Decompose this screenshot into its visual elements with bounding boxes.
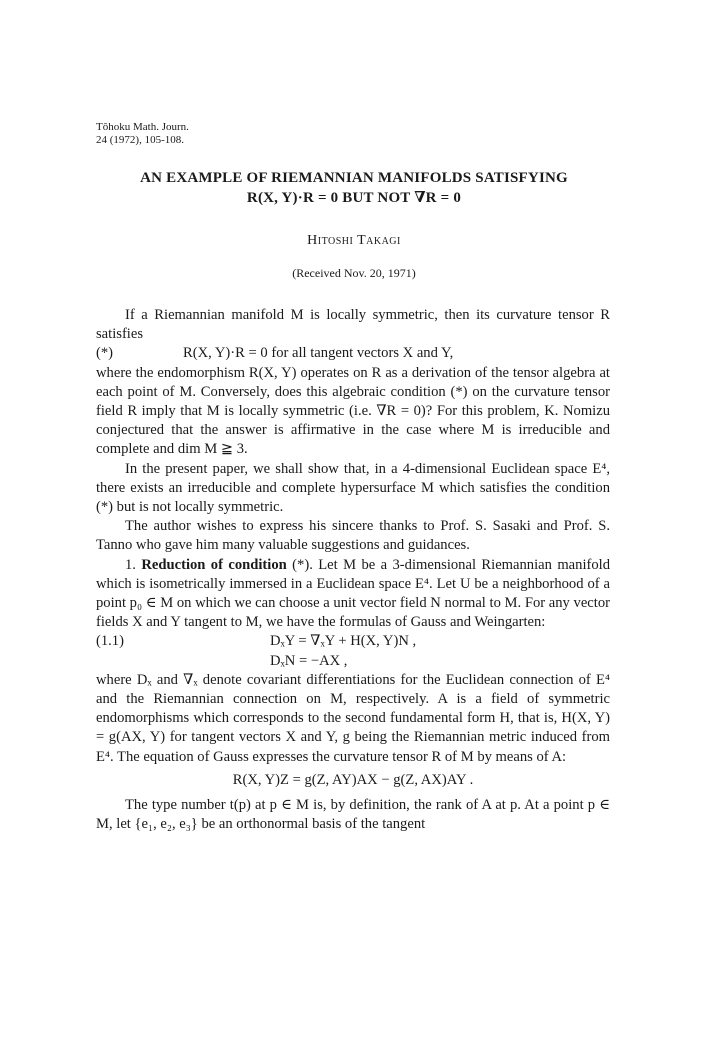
paragraph-conjecture: where the endomorphism R(X, Y) operates on R as a derivation of the tensor algebra at each point of M. Conversely, does this algebraic condition (*) on the curvature tensor field R imply that M is locally symmetric (i.e. ∇R = 0)? For this problem, K. Nomizu conjectured that the answer is affirmative in the case where M is irreducible and complete and dim M ≧ 3.	[96, 364, 610, 458]
paper-title	[96, 168, 612, 208]
paragraph-type-number: The type number t(p) at p ∈ M is, by definition, the rank of A at p. At a point p ∈ M, let {e₁, e₂, e₃} be an orthonormal basis of the tangent	[96, 797, 610, 833]
received-date: (Received Nov. 20, 1971)	[292, 266, 416, 280]
equation-1-1-second-row	[96, 652, 610, 671]
journal-name: Tôhoku Math. Journ.	[96, 121, 189, 133]
equation-1-1	[96, 632, 610, 651]
equation-gauss: R(X, Y)Z = g(Z, AY)AX − g(Z, AX)AY .	[232, 771, 474, 788]
paragraph-result: In the present paper, we shall show that, in a 4-dimensional Euclidean space E⁴, there exists an irreducible and complete hypersurface M which satisfies the condition (*) but is not locally symmetric.	[96, 460, 610, 516]
title-line-2: R(X, Y)·R = 0 BUT NOT ∇R = 0	[246, 190, 462, 206]
equation-star	[96, 344, 610, 363]
equation-star-text: R(X, Y)·R = 0 for all tangent vectors X and Y,	[183, 345, 454, 362]
equation-1-1-line-1: DₓY = ∇ₓY + H(X, Y)N ,	[270, 633, 417, 650]
paragraph-acknowledgement: The author wishes to express his sincere thanks to Prof. S. Sasaki and Prof. S. Tanno who gave him many valuable suggestions and guidances.	[96, 518, 610, 554]
title-line-1: AN EXAMPLE OF RIEMANNIAN MANIFOLDS SATISFYING	[140, 170, 568, 186]
paragraph-connections: where Dₓ and ∇ₓ denote covariant differentiations for the Euclidean connection of E⁴ and the Riemannian connection on M, respectively. A is a field of symmetric endomorphisms which corresponds to the second fundamental form H, that is, H(X, Y) = g(AX, Y) for tangent vectors X and Y, g being the Riemannian metric induced from E⁴. The equation of Gauss expresses the curvature tensor R of M by means of A:	[96, 671, 610, 765]
equation-1-1-label: (1.1)	[96, 633, 124, 650]
section-1-text: Let M be a 3-dimensional Riemannian manifold which is isometrically immersed in a Euclidean space E⁴. Let U be a neighborhood of a point p₀ ∈ M on which we can choose a unit vector field N normal to M. For any vector fields X and Y tangent to M, we have the formulas of Gauss and Weingarten:	[96, 556, 611, 631]
paragraph-intro: If a Riemannian manifold M is locally symmetric, then its curvature tensor R satisfies	[96, 307, 610, 343]
paragraph-section-1	[96, 556, 610, 633]
section-1-title: Reduction of condition	[141, 556, 287, 573]
equation-star-label: (*)	[96, 345, 114, 362]
section-1-title-tail: (*).	[292, 556, 313, 573]
journal-volume-pages: 24 (1972), 105-108.	[96, 134, 184, 146]
equation-1-1-line-2: DₓN = −AX ,	[270, 652, 348, 669]
paper-body	[96, 306, 610, 834]
journal-citation	[96, 121, 189, 147]
section-1-number: 1.	[125, 556, 136, 573]
author-name: Hitoshi Takagi	[307, 233, 401, 248]
